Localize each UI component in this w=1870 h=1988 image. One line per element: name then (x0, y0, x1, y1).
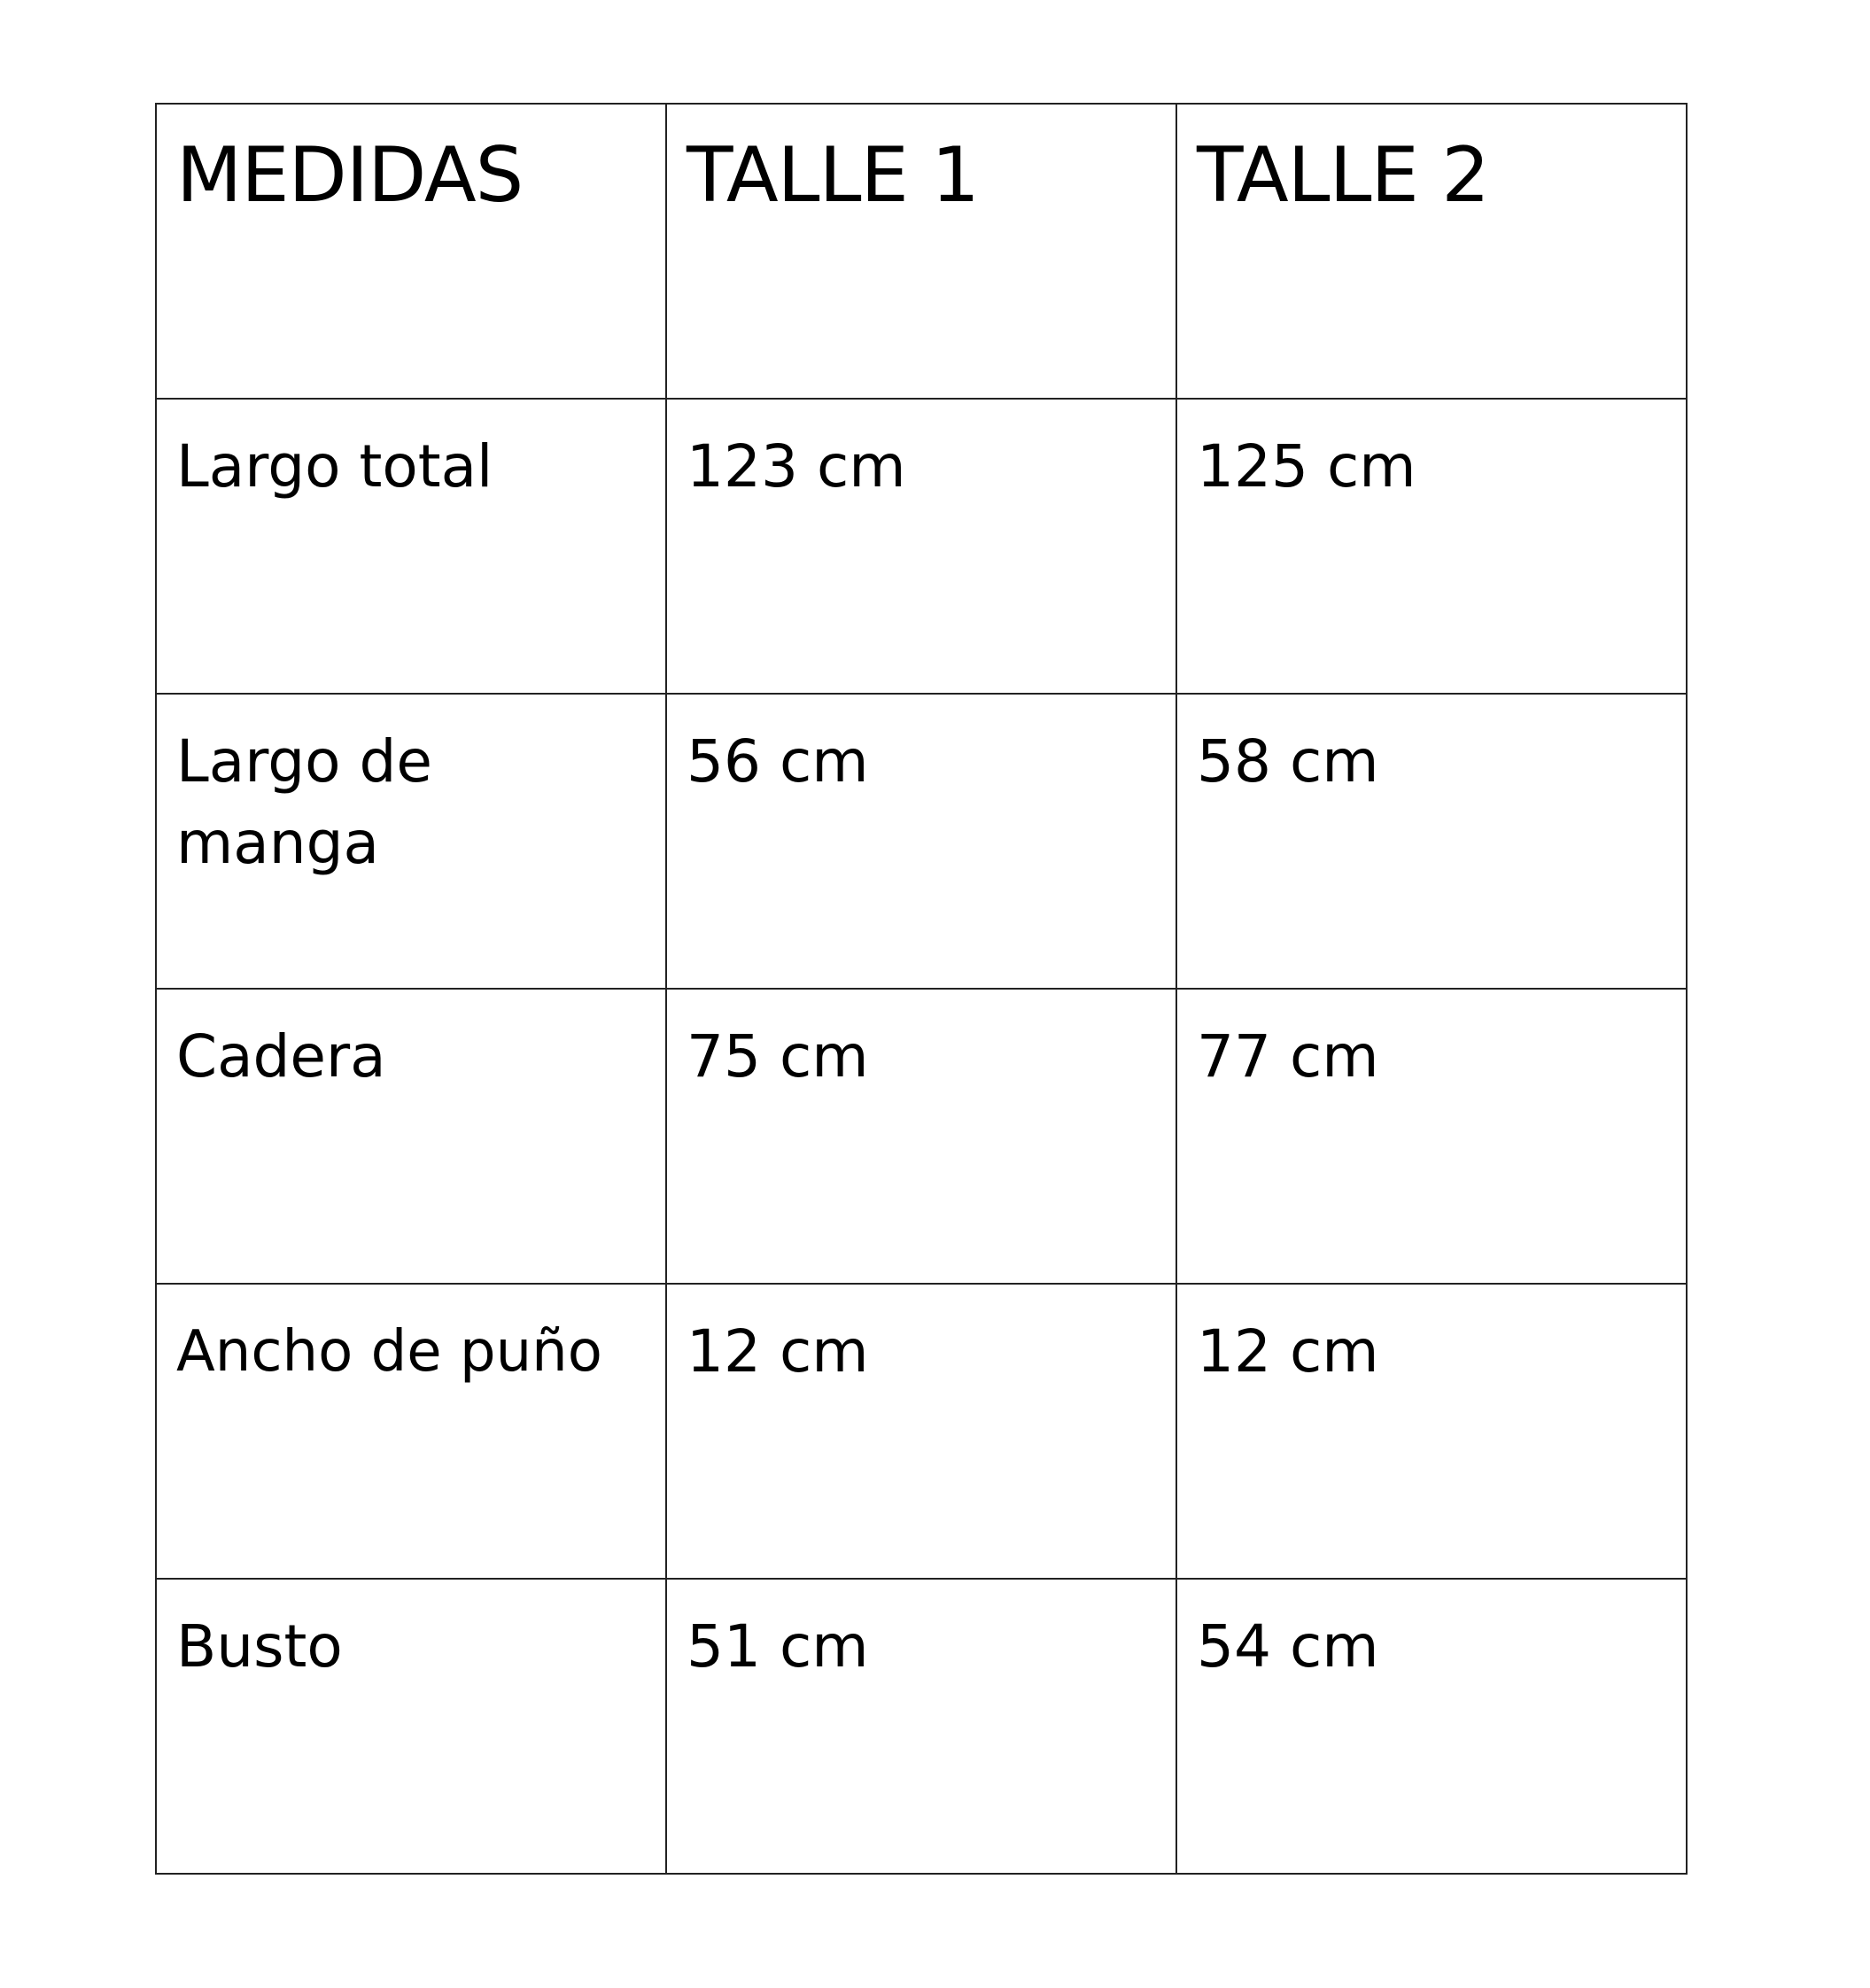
size-table (155, 103, 1688, 1875)
size-1-value: 56 cm (666, 694, 1176, 989)
measure-label: Largo de manga (156, 694, 666, 989)
table-row (156, 1284, 1687, 1579)
size-2-value: 12 cm (1176, 1284, 1687, 1579)
table-row (156, 694, 1687, 989)
table-row (156, 1579, 1687, 1874)
measure-label: Busto (156, 1579, 666, 1874)
header-measures: MEDIDAS (156, 104, 666, 399)
measure-label: Largo total (156, 399, 666, 694)
table-row (156, 989, 1687, 1284)
size-1-value: 75 cm (666, 989, 1176, 1284)
size-1-value: 51 cm (666, 1579, 1176, 1874)
size-2-value: 77 cm (1176, 989, 1687, 1284)
size-2-value: 125 cm (1176, 399, 1687, 694)
header-row (156, 104, 1687, 399)
measure-label: Cadera (156, 989, 666, 1284)
measure-label: Ancho de puño (156, 1284, 666, 1579)
header-size-1: TALLE 1 (666, 104, 1176, 399)
table-row (156, 399, 1687, 694)
size-2-value: 58 cm (1176, 694, 1687, 989)
size-1-value: 12 cm (666, 1284, 1176, 1579)
size-2-value: 54 cm (1176, 1579, 1687, 1874)
size-1-value: 123 cm (666, 399, 1176, 694)
header-size-2: TALLE 2 (1176, 104, 1687, 399)
